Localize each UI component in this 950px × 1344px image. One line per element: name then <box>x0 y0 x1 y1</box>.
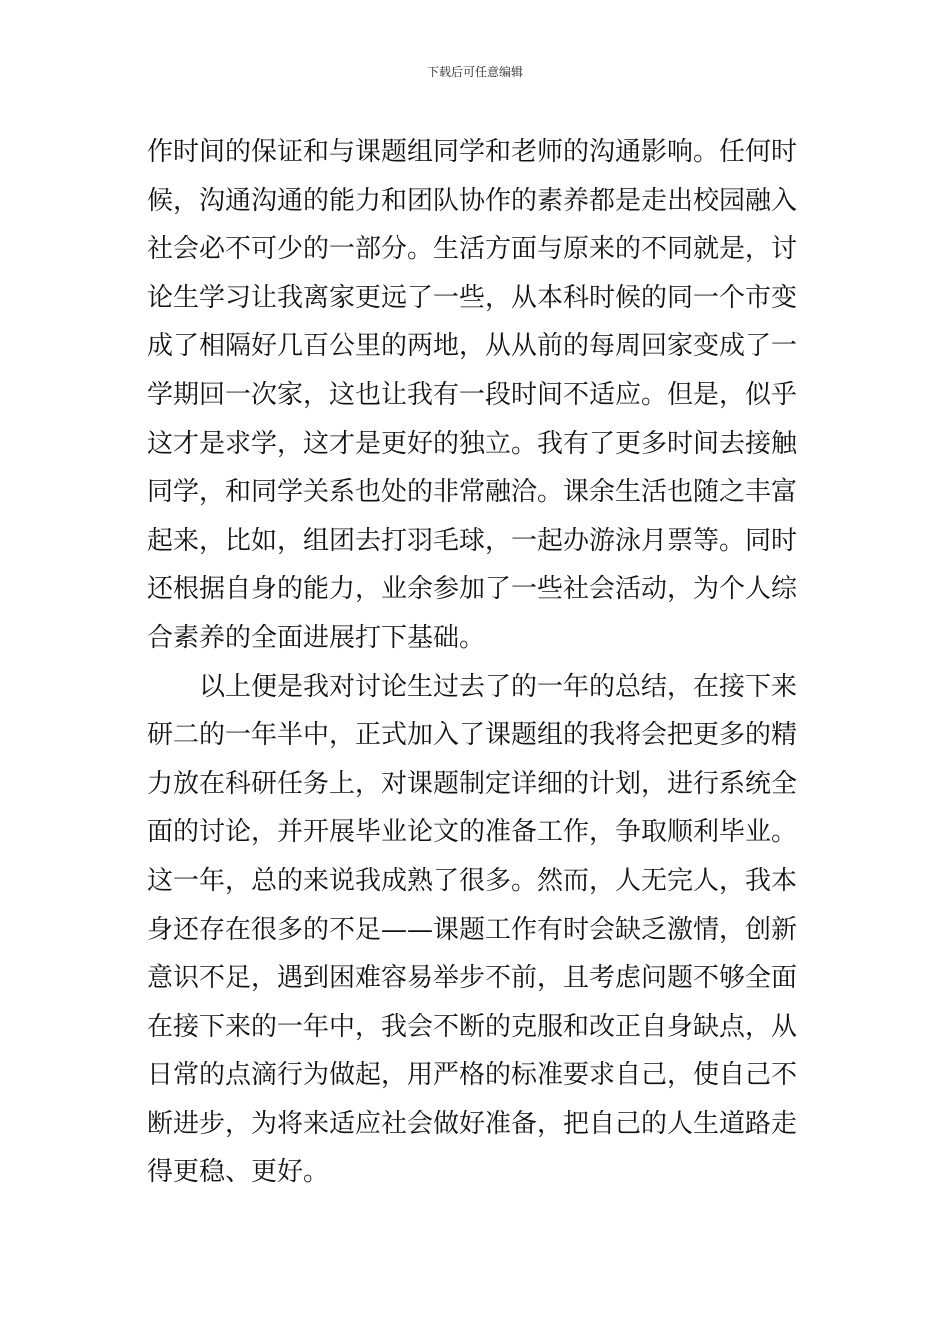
text-line: 面的讨论，并开展毕业论文的准备工作，争取顺利毕业。 <box>147 817 798 848</box>
text-line: 研二的一年半中，正式加入了课题组的我将会把更多的精 <box>147 720 798 751</box>
text-line: 身还存在很多的不足——课题工作有时会缺乏激情，创新 <box>147 914 798 945</box>
text-line: 学期回一次家，这也让我有一段时间不适应。但是，似乎 <box>147 379 798 410</box>
text-line: 社会必不可少的一部分。生活方面与原来的不同就是，讨 <box>147 234 798 265</box>
text-line: 同学，和同学关系也处的非常融洽。课余生活也随之丰富 <box>147 477 798 508</box>
text-line: 断进步，为将来适应社会做好准备，把自己的人生道路走 <box>147 1108 798 1139</box>
text-line: 候，沟通沟通的能力和团队协作的素养都是走出校园融入 <box>147 185 798 216</box>
text-line: 这一年，总的来说我成熟了很多。然而，人无完人，我本 <box>147 865 798 896</box>
text-line: 还根据自身的能力，业余参加了一些社会活动，为个人综 <box>147 574 798 605</box>
text-line: 力放在科研任务上，对课题制定详细的计划，进行系统全 <box>147 768 798 799</box>
paragraph-2 <box>147 663 817 1198</box>
text-line: 作时间的保证和与课题组同学和老师的沟通影响。任何时 <box>147 137 798 167</box>
paragraph-1 <box>147 128 817 663</box>
text-line: 合素养的全面进展打下基础。 <box>147 622 486 653</box>
page-header: 下载后可任意编辑 <box>426 65 523 79</box>
text-line-indented: 以上便是我对讨论生过去了的一年的总结，在接下来 <box>199 671 798 702</box>
text-line: 得更稳、更好。 <box>147 1157 330 1188</box>
text-line: 在接下来的一年中，我会不断的克服和改正自身缺点，从 <box>147 1011 798 1042</box>
text-line: 这才是求学，这才是更好的独立。我有了更多时间去接触 <box>147 428 798 459</box>
text-line: 意识不足，遇到困难容易举步不前，且考虑问题不够全面 <box>147 963 798 994</box>
document-body <box>147 128 817 1197</box>
text-line: 起来，比如，组团去打羽毛球，一起办游泳月票等。同时 <box>147 525 798 556</box>
text-line: 论生学习让我离家更远了一些，从本科时候的同一个市变 <box>147 282 798 313</box>
text-line: 成了相隔好几百公里的两地，从从前的每周回家变成了一 <box>147 331 798 362</box>
text-line: 日常的点滴行为做起，用严格的标准要求自己，使自己不 <box>147 1060 798 1091</box>
